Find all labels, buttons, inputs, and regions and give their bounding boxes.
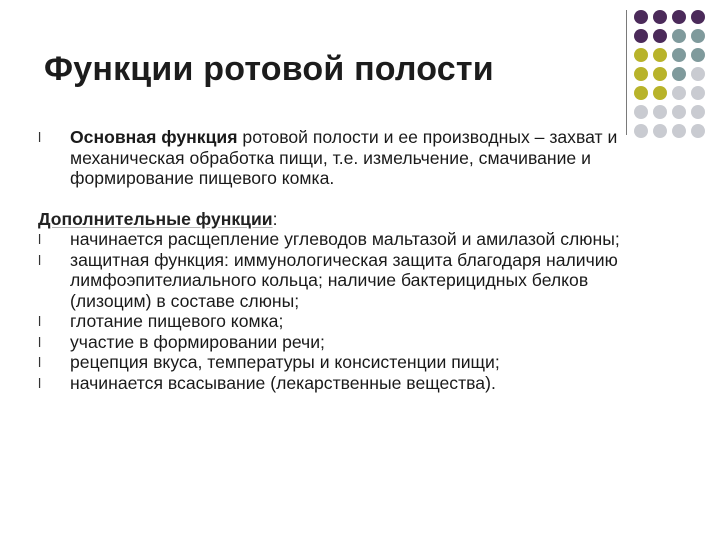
- list-item-text: участие в формировании речи;: [70, 331, 325, 352]
- slide-title: Функции ротовой полости: [44, 50, 494, 88]
- decorative-dot: [672, 86, 686, 100]
- decorative-dot: [691, 10, 705, 24]
- decorative-dot: [653, 67, 667, 81]
- decorative-dot: [634, 105, 648, 119]
- main-function-item: [38, 127, 668, 189]
- list-item-text: рецепция вкуса, температуры и консистенции пищи;: [70, 352, 500, 372]
- decorative-dot: [653, 48, 667, 62]
- decorative-dot: [653, 10, 667, 24]
- bullet-icon: l: [38, 129, 42, 145]
- decorative-dot: [691, 67, 705, 81]
- list-item: [38, 250, 668, 312]
- decorative-dot: [691, 48, 705, 62]
- list-item-text: глотание пищевого комка;: [70, 311, 284, 331]
- decorative-dot: [672, 105, 686, 119]
- additional-heading-line: [38, 209, 668, 230]
- list-item: [38, 373, 668, 394]
- decorative-dot: [672, 29, 686, 43]
- decorative-dot: [653, 105, 667, 119]
- list-item-text: защитная функция: иммунологическая защита благодаря наличию лимфоэпителиального кольца; наличие бактерицидных белков (лизоцим) в составе слюны;: [70, 249, 618, 311]
- list-item: [38, 311, 668, 332]
- bullet-icon: l: [38, 354, 42, 370]
- decorative-dot: [691, 86, 705, 100]
- decorative-dot: [634, 48, 648, 62]
- decorative-dot: [672, 48, 686, 62]
- decorative-divider: [626, 10, 627, 135]
- list-item: [38, 229, 668, 250]
- main-function-label: Основная функция: [70, 127, 238, 147]
- decorative-dot: [672, 67, 686, 81]
- list-item: [38, 352, 668, 373]
- decorative-dot: [672, 10, 686, 24]
- decorative-dot: [634, 86, 648, 100]
- additional-heading: Дополнительные функции: [38, 208, 273, 229]
- heading-colon: :: [272, 208, 278, 229]
- bullet-icon: l: [38, 333, 42, 350]
- bullet-icon: l: [38, 251, 42, 268]
- list-item-text: начинается всасывание (лекарственные вещества).: [70, 372, 496, 393]
- bullet-icon: l: [38, 313, 42, 329]
- slide-body: [38, 127, 668, 393]
- decorative-dot: [634, 10, 648, 24]
- decorative-dot: [634, 29, 648, 43]
- decorative-dot: [634, 67, 648, 81]
- bullet-icon: l: [38, 374, 42, 391]
- list-item-text: начинается расщепление углеводов мальтазой и амилазой слюны;: [70, 229, 620, 249]
- additional-list: [38, 229, 668, 393]
- decorative-dot: [672, 124, 686, 138]
- decorative-dot: [691, 105, 705, 119]
- decorative-dot: [653, 86, 667, 100]
- decorative-dot: [691, 124, 705, 138]
- bullet-icon: l: [38, 231, 42, 247]
- main-function-text: ротовой полости и ее производных – захват и механическая обработка пищи, т.е. измельчение, смачивание и формирование пищевого комка.: [70, 127, 618, 188]
- decorative-dot: [691, 29, 705, 43]
- list-item: [38, 332, 668, 353]
- decorative-dot: [653, 29, 667, 43]
